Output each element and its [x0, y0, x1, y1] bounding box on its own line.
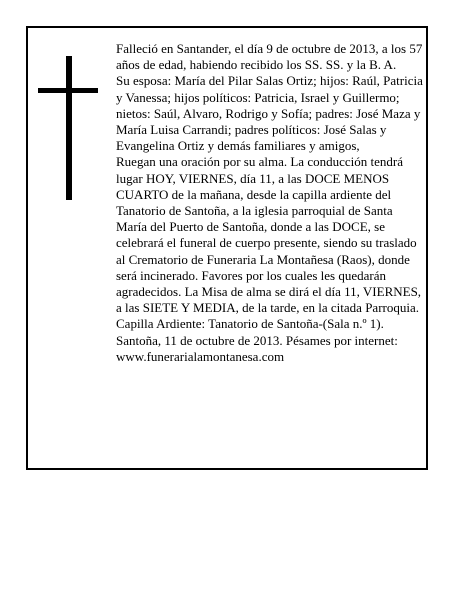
- date-contact-paragraph: Santoña, 11 de octubre de 2013. Pésames por internet: www.funerarialamontanesa.com: [116, 332, 398, 364]
- ceremony-paragraph: Ruegan una oración por su alma. La conducción tendrá lugar HOY, VIERNES, día 11, a las DOCE MENOS CUARTO de la mañana, desde la capilla ardiente del Tanatorio de Santoña, a la iglesia parroquial de Santa María del Puerto de Santoña, donde a las DOCE, se celebrará el funeral de cuerpo presente, siendo su traslado al Crematorio de Funeraria La Montañesa (Raos), donde será incinerado. Favores por los cuales les quedarán agradecidos. La Misa de alma se dirá el día 11, VIERNES, a las SIETE Y MEDIA, de la tarde, en la citada Parroquia. Capilla Ardiente: Tanatorio de Santoña-(Sala n.º 1).: [116, 154, 422, 332]
- obituary-text: [116, 41, 423, 365]
- latin-cross-icon: [38, 56, 98, 200]
- cross-horizontal-bar: [38, 88, 98, 93]
- cross-vertical-bar: [66, 56, 72, 200]
- death-announcement-paragraph: Falleció en Santander, el día 9 de octubre de 2013, a los 57 años de edad, habiendo recibido los SS. SS. y la B. A.: [116, 41, 423, 73]
- family-paragraph: Su esposa: María del Pilar Salas Ortiz; hijos: Raúl, Patricia y Vanessa; hijos políticos: Patricia, Israel y Guillermo; nietos: Saúl, Alvaro, Rodrigo y Sofía; padres: José Maza y María Luisa Carrandi; padres políticos: José Salas y Evangelina Ortiz y demás familiares y amigos,: [116, 73, 423, 154]
- obituary-notice: [26, 26, 428, 470]
